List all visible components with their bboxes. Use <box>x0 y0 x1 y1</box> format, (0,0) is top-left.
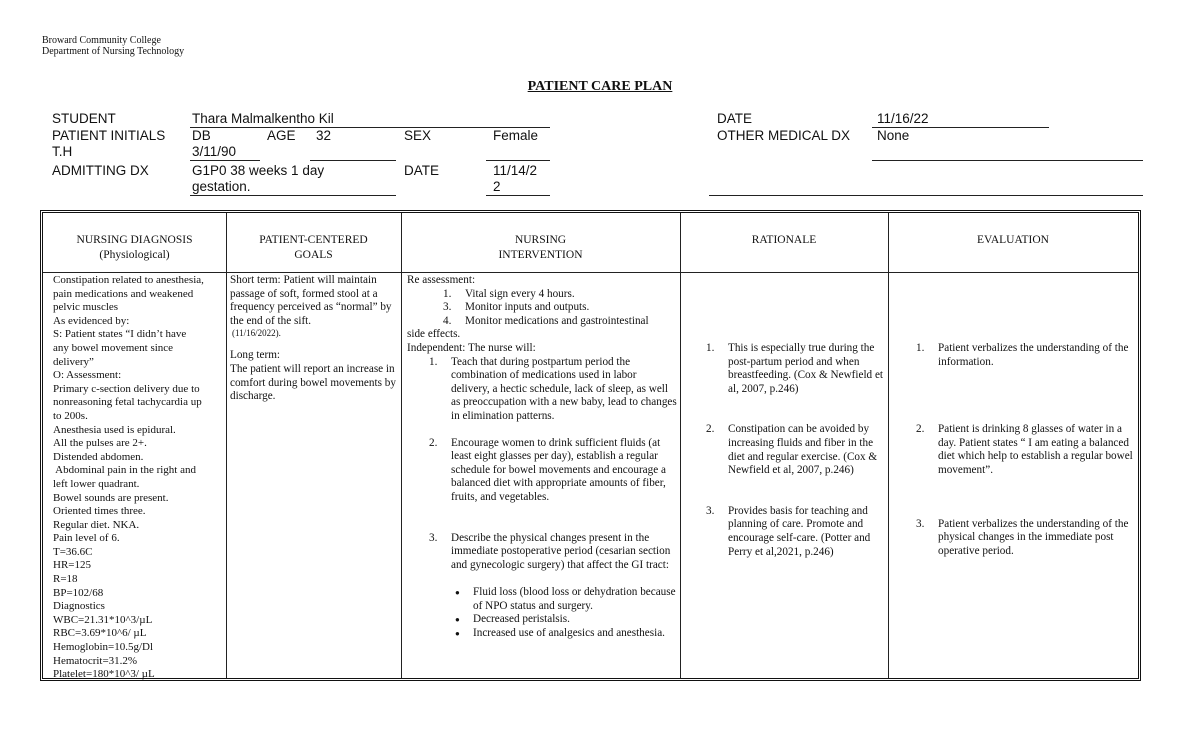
diagnosis-line: Regular diet. NKA. <box>53 518 140 531</box>
list-number: 3. <box>443 301 452 314</box>
student-value: Thara Malmalkentho Kil <box>192 111 334 126</box>
list-text: Monitor medications and gastrointestinal <box>465 314 649 327</box>
list-number: 1. <box>443 287 452 300</box>
col-divider <box>888 213 889 678</box>
bullet-item: ● Decreased peristalsis. <box>451 613 677 627</box>
header-evaluation <box>888 233 1138 248</box>
independent-label: Independent: The nurse will: <box>407 341 536 354</box>
evaluation-cell <box>916 342 1138 558</box>
other-dx-label: OTHER MEDICAL DX <box>717 128 851 143</box>
rationale-cell <box>706 342 886 559</box>
list-item <box>443 288 677 302</box>
diagnosis-line: BP=102/68 <box>53 586 104 599</box>
header-divider <box>43 272 1138 273</box>
patient-initials-label-2: T.H <box>52 144 73 159</box>
diagnosis-line: pelvic muscles <box>53 301 119 314</box>
list-number: 2. <box>706 423 715 436</box>
goals-cell <box>230 274 398 404</box>
short-term-goal: Short term: Patient will maintain passage of soft, formed stool at a frequency perceived as “normal” by the end of the sift. <box>230 274 392 327</box>
diagnosis-line: Platelet=180*10^3/ µL <box>53 668 155 681</box>
list-number: 3. <box>429 531 438 544</box>
diagnosis-line: delivery” <box>53 355 94 368</box>
list-text: Patient verbalizes the understanding of the information. <box>938 342 1129 368</box>
list-text: Teach that during postpartum period the combination of medications used in labor delivery, a hectic schedule, lack of sleep, as well as preoccupation with a new baby, lead to changes in elimination patterns. <box>451 355 677 422</box>
header-text: INTERVENTION <box>498 249 583 261</box>
reassessment-list <box>407 288 677 329</box>
header-text: NURSING DIAGNOSIS <box>76 234 193 246</box>
list-text: Encourage women to drink sufficient fluids (at least eight glasses per day), establish a regular schedule for bowel movements and encourage a balanced diet with appropriate amounts of fiber, fruits, and vegetables. <box>451 436 666 503</box>
diagnosis-line: HR=125 <box>53 559 91 572</box>
patient-initials-label: PATIENT INITIALS <box>52 128 166 143</box>
diagnosis-line: Hematocrit=31.2% <box>53 654 138 667</box>
diagnosis-line: R=18 <box>53 573 78 586</box>
diagnosis-line: nonreasoning fetal tachycardia up <box>53 396 202 409</box>
other-dx-underline <box>872 160 1143 161</box>
list-item <box>429 532 677 573</box>
other-dx-value: None <box>877 128 910 143</box>
diagnosis-line: any bowel movement since <box>53 341 174 354</box>
list-number: 1. <box>916 342 925 354</box>
age-underline <box>310 160 396 161</box>
age-label: AGE <box>267 128 296 143</box>
list-number: 2. <box>429 436 438 449</box>
diagnosis-line: Distended abdomen. <box>53 450 144 463</box>
department-name: Department of Nursing Technology <box>42 46 185 57</box>
diagnosis-line: T=36.6C <box>53 545 93 558</box>
diagnosis-line: Bowel sounds are present. <box>53 491 169 504</box>
diagnosis-line: Abdominal pain in the right and <box>53 464 196 477</box>
diagnosis-line: Anesthesia used is epidural. <box>53 423 176 436</box>
list-item <box>916 518 1138 559</box>
rationale-list <box>706 342 886 559</box>
diagnosis-line: RBC=3.69*10^6/ µL <box>53 627 147 640</box>
list-item <box>706 342 886 396</box>
dob-underline <box>190 160 260 161</box>
header-text: NURSING <box>514 234 567 246</box>
list-text: Patient is drinking 8 glasses of water in a day. Patient states “ I am eating a balanced diet which help to establish a regular bowel movement”. <box>938 423 1133 476</box>
intervention-list <box>407 356 677 573</box>
diagnosis-line: Primary c-section delivery due to <box>53 382 200 395</box>
list-text: Vital sign every 4 hours. <box>465 287 575 300</box>
diagnosis-line: S: Patient states “I didn’t have <box>53 328 187 341</box>
page-title: PATIENT CARE PLAN <box>527 79 673 94</box>
admitting-dx-label: ADMITTING DX <box>52 163 149 178</box>
diagnosis-line: left lower quadrant. <box>53 477 140 490</box>
diagnosis-line: to 200s. <box>53 409 88 422</box>
college-name: Broward Community College <box>42 35 161 46</box>
date-label: DATE <box>717 111 753 126</box>
sex-value: Female <box>493 128 539 143</box>
diagnosis-line: Oriented times three. <box>53 505 146 518</box>
header-text: EVALUATION <box>977 234 1049 246</box>
patient-initials-value: DB <box>192 128 211 143</box>
admit-date-value-2: 2 <box>493 179 501 194</box>
list-number: 1. <box>429 355 438 368</box>
list-item <box>916 423 1138 477</box>
list-number: 3. <box>916 517 925 530</box>
care-plan-table <box>40 210 1141 681</box>
header-text: RATIONALE <box>751 234 817 246</box>
diagnosis-line: Diagnostics <box>53 600 105 613</box>
long-term-goal: The patient will report an increase in comfort during bowel movements by discharge. <box>230 362 396 403</box>
header-text: GOALS <box>294 249 333 261</box>
diagnosis-cell <box>53 274 225 682</box>
dob-value: 3/11/90 <box>192 144 237 159</box>
blank-underline <box>709 195 1143 196</box>
admit-date-value-1: 11/14/2 <box>493 163 538 178</box>
col-divider <box>226 213 227 678</box>
diagnosis-line: Constipation related to anesthesia, <box>53 274 204 286</box>
header-nursing-diagnosis <box>43 233 226 263</box>
diagnosis-line: Pain level of 6. <box>53 532 120 545</box>
list-item <box>429 356 677 424</box>
sex-label: SEX <box>404 128 432 143</box>
list-item <box>443 301 677 315</box>
list-item <box>706 423 886 477</box>
student-label: STUDENT <box>52 111 116 126</box>
side-effects-text: side effects. <box>407 328 461 341</box>
header-intervention <box>401 233 680 263</box>
admit-date-label: DATE <box>404 163 440 178</box>
age-value: 32 <box>316 128 332 143</box>
short-term-goal-date: (11/16/2022). <box>232 328 281 339</box>
header-goals <box>226 233 401 263</box>
list-number: 3. <box>706 504 715 517</box>
header-rationale <box>680 233 888 248</box>
diagnosis-line: As evidenced by: <box>53 314 130 327</box>
admitting-dx-underline <box>190 195 396 196</box>
list-item <box>429 437 677 505</box>
header-text: (Physiological) <box>99 249 170 261</box>
bullet-item: ● Increased use of analgesics and anesthesia. <box>451 627 677 641</box>
bullet-item: ● Fluid loss (blood loss or dehydration because of NPO status and surgery. <box>451 586 677 613</box>
diagnosis-line: O: Assessment: <box>53 369 122 382</box>
list-number: 4. <box>443 314 452 327</box>
date-value: 11/16/22 <box>877 111 929 126</box>
diagnosis-line: Hemoglobin=10.5g/Dl <box>53 641 154 654</box>
diagnosis-line: pain medications and weakened <box>53 287 194 300</box>
list-text: This is especially true during the post-partum period and when breastfeeding. (Cox & Newfield et al, 2007, p.246) <box>728 342 884 395</box>
reassessment-label: Re assessment: <box>407 274 476 286</box>
col-divider <box>401 213 402 678</box>
intervention-cell <box>407 274 677 641</box>
list-text: Monitor inputs and outputs. <box>465 301 590 314</box>
list-text: Patient verbalizes the understanding of the physical changes in the immediate post operative period. <box>938 517 1129 557</box>
diagnosis-line: WBC=21.31*10^3/µL <box>53 613 153 626</box>
col-divider <box>680 213 681 678</box>
list-text: Provides basis for teaching and planning of care. Promote and encourage self-care. (Potter and Perry et al,2021, p.246) <box>728 504 871 558</box>
sex-underline <box>486 160 550 161</box>
long-term-label: Long term: <box>230 349 281 362</box>
list-number: 2. <box>916 423 925 436</box>
diagnosis-line: All the pulses are 2+. <box>53 437 147 450</box>
list-number: 1. <box>706 342 715 354</box>
list-item <box>706 505 886 559</box>
admitting-dx-value-2: gestation. <box>192 179 251 194</box>
list-item <box>916 342 1138 369</box>
list-text: Describe the physical changes present in the immediate postoperative period (cesarian section and gynecologic surgery) that affect the GI tract: <box>451 531 671 571</box>
list-text: Constipation can be avoided by increasing fluids and fiber in the diet and regular exercise. (Cox & Newfield et al, 2007, p.246) <box>728 423 878 477</box>
bullet-list <box>407 586 677 640</box>
header-text: PATIENT-CENTERED <box>259 234 368 246</box>
admitting-dx-value-1: G1P0 38 weeks 1 day <box>192 163 325 178</box>
admit-date-underline <box>486 195 550 196</box>
evaluation-list <box>916 342 1138 558</box>
list-item <box>443 315 677 329</box>
